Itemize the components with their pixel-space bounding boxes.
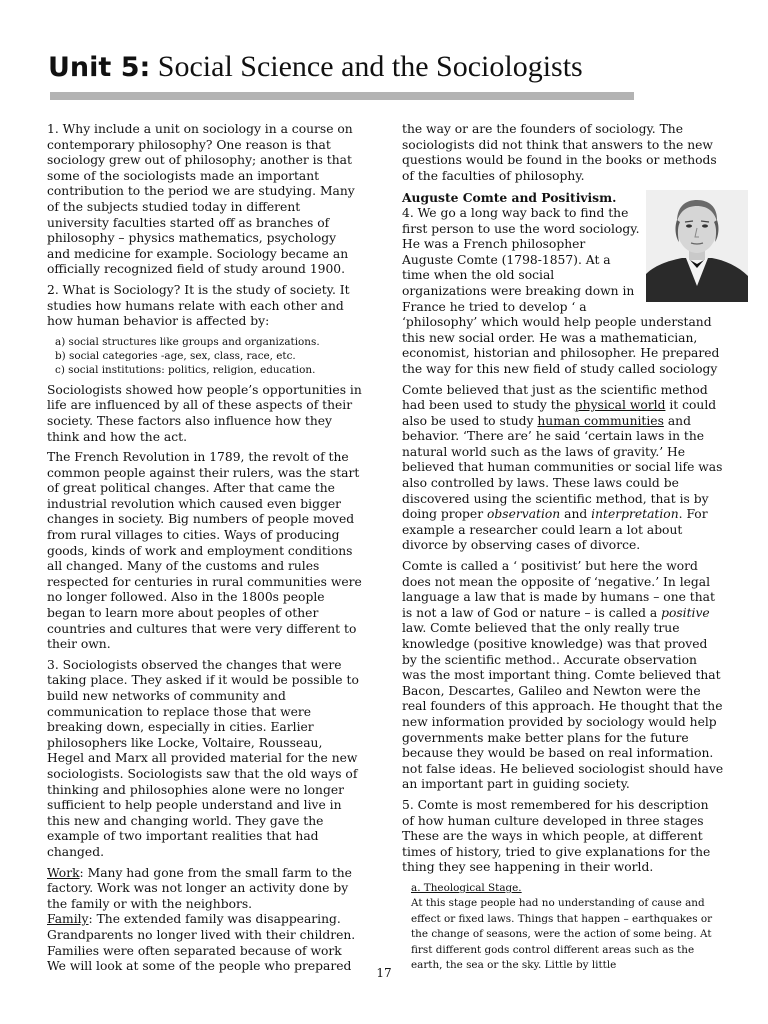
text-segment: law. Comte believed that the only really true knowledge (positive knowledge) was that proved by the scientific method.. Accurate observation was the most important thing. Comte believed that Bacon, Descartes, Galileo and Newton were the real founders of this approach. He thought that the new information provided by sociology would help governments make better plans for the future because they would be based on real information. not false ideas. He believed sociologist should have an important part in guiding society. (402, 621, 724, 792)
work-text: : Many had gone from the small farm to the factory. Work was not longer an activity done by the family or with the neighbors. (47, 865, 352, 911)
list-item: c) social institutions: politics, religion, education. (55, 363, 316, 376)
positive-emphasis: positive (661, 605, 710, 620)
unit-label: Unit 5: (48, 52, 151, 83)
unit-title: Social Science and the Sociologists (157, 50, 583, 83)
paragraph-4: The French Revolution in 1789, the revolt of the common people against their rulers, was the start of great political changes. After that came the industrial revolution which caused even bigger changes in society. Big numbers of people moved from rural villages to cities. Ways of producing goods, kinds of work and employment conditions all changed. Many of the customs and rules respected for centuries in rural communities were no longer followed. Also in the 1800s people began to learn more about peoples of other countries and cultures that were very different to their own. (47, 450, 362, 652)
three-stages-paragraph: 5. Comte is most remembered for his description of how human culture developed in three stages These are the ways in which people, at different times of history, tried to give explanations for the thing they see happening in their world. (402, 797, 711, 875)
list-item: b) social categories -age, sex, class, race, etc. (55, 349, 296, 362)
text-segment: . For example a researcher could learn a lot about divorce by observing cases of divorce. (402, 507, 708, 553)
comte-intro-paragraph: 4. We go a long way back to find the first person to use the word sociology. He was a French philosopher Auguste Comte (1798-1857). At a time when the old social organizations were breaking down in France he tried to develop ‘ a ‘philosophy’ which would help people understand this new social order. He was a mathematician, economist, historian and philosopher. He prepared the way for this new field of study called sociology (402, 205, 720, 376)
page-number: 17 (376, 966, 392, 980)
positivist-paragraph (402, 559, 724, 793)
text-segment: and (560, 507, 592, 522)
paragraph-3: Sociologists showed how people’s opportunities in life are influenced by all of these aspects of their society. These factors also influence how they think and how the act. (47, 382, 362, 444)
left-column (47, 122, 363, 975)
family-paragraph (47, 912, 363, 959)
interpretation-emphasis: interpretation (591, 507, 679, 522)
page-title (48, 50, 583, 84)
theological-stage-block (411, 881, 724, 973)
affected-by-list (55, 335, 363, 377)
work-paragraph (47, 866, 363, 913)
family-label: Family (47, 912, 89, 927)
text-segment: and behavior. ‘There are’ he said ‘certain laws in the natural world such as the laws of gravity.’ He believed that human communities or social life was also controlled by laws. These laws could be discovered using the scientific method, that is by doing proper (402, 413, 723, 522)
text-segment: Comte is called a ‘ positivist’ but here the word does not mean the opposite of ‘negative.’ In legal language a law that is made by humans – one that is not a law of God or nature – is called a (402, 559, 715, 620)
text-segment: Comte believed that just as the scientific method had been used to study the (402, 382, 708, 413)
physical-world-underlined: physical world (574, 398, 666, 413)
family-text: : The extended family was disappearing. Grandparents no longer lived with their children. Families were often separated because of work (47, 912, 356, 958)
human-communities-underlined: human communities (537, 413, 664, 428)
stage-text: At this stage people had no understanding of cause and effect or fixed laws. Things that happen – earthquakes or the change of seasons, were the action of some being. At first different gods control different areas such as the earth, the sea or the sky. Little by little (411, 897, 713, 971)
comte-portrait-image (646, 190, 748, 302)
paragraph-2: 2. What is Sociology? It is the study of society. It studies how humans relate with each other and how human behavior is affected by: (47, 282, 350, 329)
section-heading: Auguste Comte and Positivism. (402, 190, 617, 206)
right-column (402, 122, 724, 973)
title-underline-bar (50, 92, 634, 100)
paragraph-5: 3. Sociologists observed the changes that were taking place. They asked if it would be possible to build new networks of community and communication to replace those that were breaking down, especially in cities. Earlier philosophers like Locke, Voltaire, Rousseau, Hegel and Marx all provided material for the new sociologists. Sociologists saw that the old ways of thinking and philosophies alone were no longer sufficient to help people understand and live in this new and changing world. They gave the example of two important realities that had changed. (47, 657, 359, 859)
stage-heading: a. Theological Stage. (411, 881, 522, 894)
paragraph-continued: the way or are the founders of sociology. The sociologists did not think that answers to the new questions would be found in the books or methods of the faculties of philosophy. (402, 122, 717, 183)
observation-emphasis: observation (487, 507, 561, 522)
list-item: a) social structures like groups and organizations. (55, 335, 320, 348)
text-segment: it could also be used to study (402, 398, 717, 428)
scientific-method-paragraph (402, 383, 724, 555)
work-label: Work (47, 865, 80, 880)
continuation-line: We will look at some of the people who prepared (47, 959, 352, 974)
paragraph-1: 1. Why include a unit on sociology in a course on contemporary philosophy? One reason is that sociology grew out of philosophy; another is that some of the sociologists made an important contribution to the period we are studying. Many of the subjects studied today in different university faculties started off as branches of philosophy – physics mathematics, psychology and medicine for example. Sociology became an officially recognized field of study around 1900. (47, 122, 355, 277)
